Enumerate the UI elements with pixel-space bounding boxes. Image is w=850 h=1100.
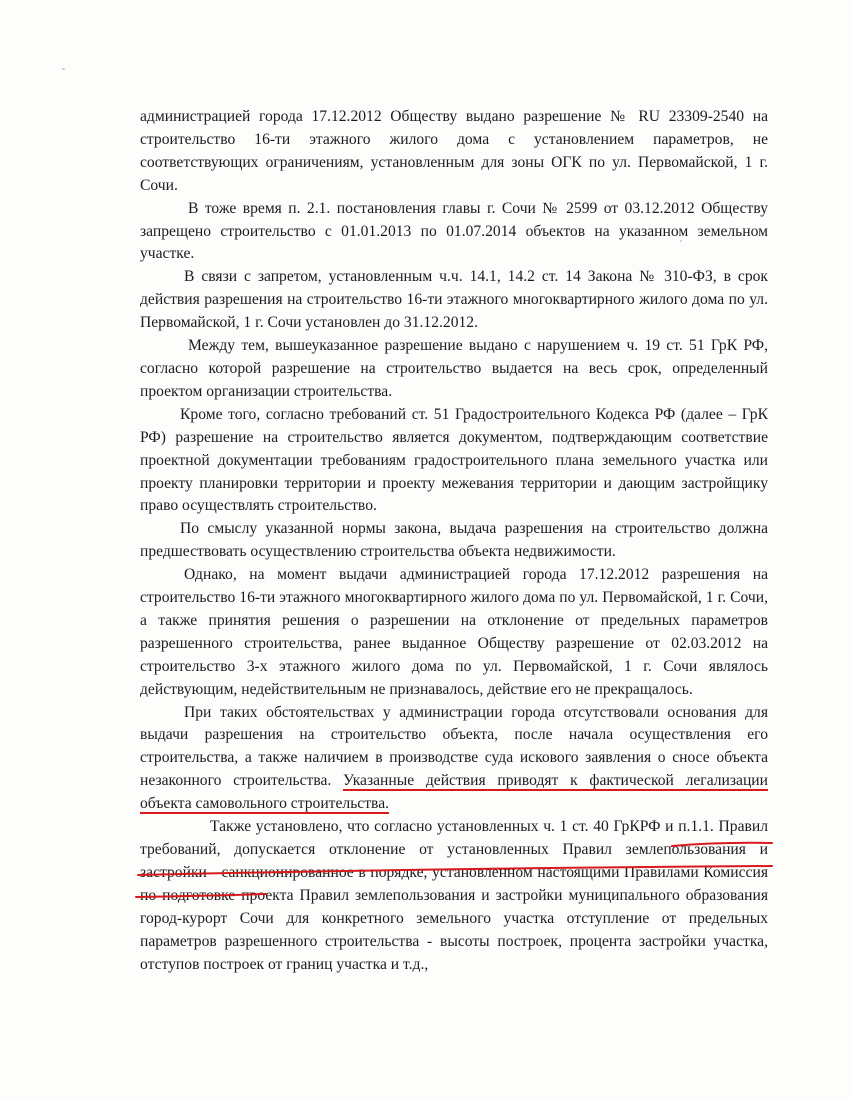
paragraph-4: Между тем, вышеуказанное разрешение выдано с нарушением ч. 19 ст. 51 ГрК РФ, согласно которой разрешение на строительство выдается на весь срок, определенный проектом организации строительства. (140, 337, 768, 400)
highlighted-sentence: Указанные действия приводят к фактической легализации объекта самовольного строительства. (140, 772, 769, 813)
paragraph-5: Кроме того, согласно требований ст. 51 Градостроительного Кодекса РФ (далее – ГрК РФ) разрешение на строительство является документом, подтверждающим соответствие проектной документации требованиям градостроительного плана земельного участка или проекту планировки территории и проекту межевания территории и дающим застройщику право осуществлять строительство. (140, 405, 768, 515)
paragraph-2: В тоже время п. 2.1. постановления главы г. Сочи № 2599 от 03.12.2012 Обществу запрещено строительство с 01.01.2013 по 01.07.2014 объектов на указанном земельном участке. (140, 199, 768, 263)
paragraph-7: Однако, на момент выдачи администрацией города 17.12.2012 разрешения на строительство 16-ти этажного многоквартирного жилого дома по ул. Первомайской, 1 г. Сочи, а также принятия решения о разрешении на отклонение от предельных параметров разрешенного строительства, ранее выданное Обществу разрешение от 02.03.2012 на строительство 3-х этажного жилого дома по ул. Первомайской, 1 г. Сочи являлось действующим, недействительным не признавалось, действие его не прекращалось. (140, 566, 768, 698)
paragraph-1: администрацией города 17.12.2012 Обществу выдано разрешение № RU 23309-2540 на строительство 16-ти этажного жилого дома с установлением параметров, не соответствующих ограничениям, установленным для зоны ОГК по ул. Первомайской, 1 г. Сочи. (140, 108, 768, 194)
paragraph-8 (140, 702, 768, 817)
document-body (140, 106, 768, 976)
paragraph-9: Также установлено, что согласно установленных ч. 1 ст. 40 ГрКРФ и п.1.1. Правил требований, допускается отклонение от установленных Правил землепользования и застройки - санкционированное в порядке, установленном настоящими Правилами Комиссия по подготовке проекта Правил землепользования и застройки муниципального образования город-курорт Сочи для конкретного земельного участка отступление от предельных параметров разрешенного строительства - высоты построек, процента застройки участка, отступов построек от границ участка и т.д., (140, 818, 768, 973)
paragraph-6: По смыслу указанной нормы закона, выдача разрешения на строительство должна предшествовать осуществлению строительства объекта недвижимости. (140, 520, 768, 561)
paragraph-8-main: При таких обстоятельствах у администрации города отсутствовали основания для выдачи разрешения на строительство объекта, после начала осуществления его строительства, а также наличием в производстве суда искового заявления о сносе объекта незаконного строительства. (140, 703, 768, 790)
scan-speck (62, 68, 65, 70)
paragraph-3: В связи с запретом, установленным ч.ч. 14.1, 14.2 ст. 14 Закона № 310-ФЗ, в срок действия разрешения на строительство 16-ти этажного многоквартирного жилого дома по ул. Первомайской, 1 г. Сочи установлен до 31.12.2012. (140, 268, 768, 332)
